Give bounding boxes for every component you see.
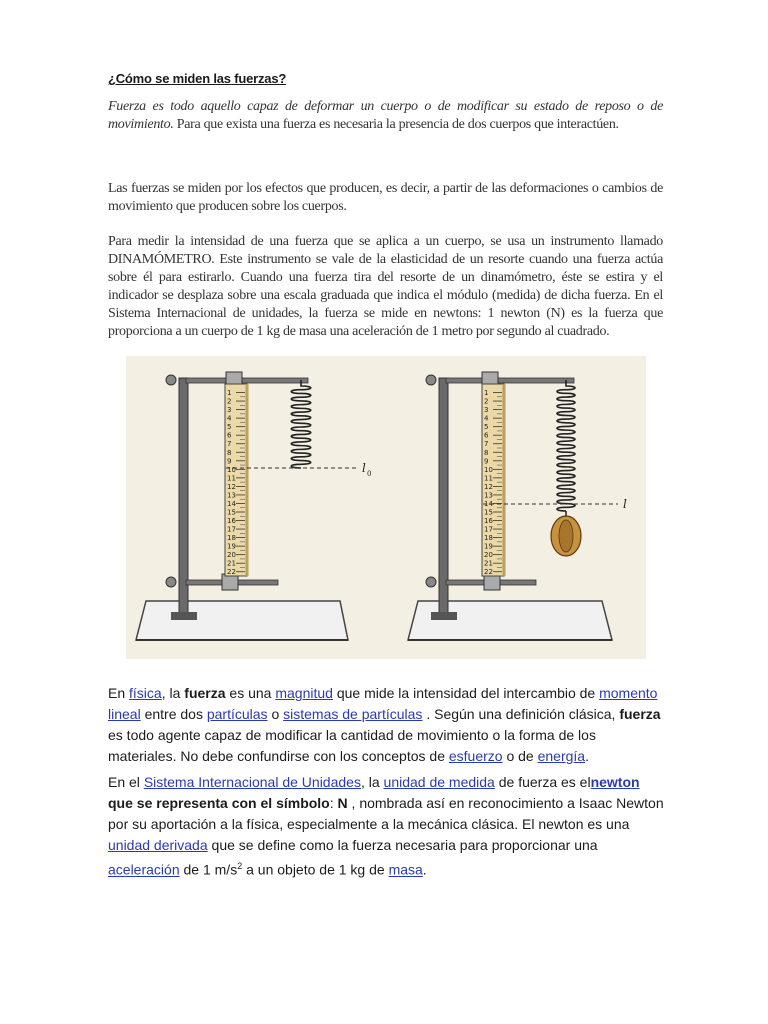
scale-number: 13 bbox=[484, 491, 493, 500]
text: , la bbox=[360, 774, 384, 790]
scale-number: 15 bbox=[484, 508, 493, 517]
link-aceleracion[interactable]: aceleración bbox=[108, 861, 180, 878]
paragraph-fuerza bbox=[108, 683, 668, 767]
link-unidad-de-medida[interactable]: unidad de medida bbox=[383, 774, 495, 790]
scale-number: 2 bbox=[484, 397, 489, 406]
scale-number: 3 bbox=[484, 406, 489, 415]
scale-number: 5 bbox=[227, 423, 232, 432]
dynamometer-drawing bbox=[126, 356, 646, 659]
link-sistemas-de-particulas[interactable]: sistemas de partículas bbox=[283, 706, 423, 722]
link-momento-lineal[interactable]: momento lineal bbox=[108, 685, 658, 722]
link-unidad-derivada[interactable]: unidad derivada bbox=[108, 837, 208, 853]
scale-number: 22 bbox=[484, 568, 493, 577]
scale-number: 18 bbox=[227, 534, 236, 543]
paragraph-measure: Las fuerzas se miden por los efectos que producen, es decir, a partir de las deformaciones o cambios de movimiento que producen sobre los cuerpos. bbox=[108, 181, 663, 214]
scale-number: 18 bbox=[484, 534, 493, 543]
paragraph-newton bbox=[108, 772, 668, 881]
scale-number: 1 bbox=[227, 389, 232, 398]
scale-number: 21 bbox=[484, 559, 493, 568]
scale-number: 7 bbox=[484, 440, 489, 449]
text: En bbox=[108, 685, 130, 701]
text: es una bbox=[225, 685, 276, 701]
link-sistema-internacional[interactable]: Sistema Internacional de Unidades bbox=[143, 774, 361, 790]
scale-number: 8 bbox=[227, 448, 232, 457]
text: o bbox=[267, 706, 284, 722]
scale-number: 8 bbox=[484, 448, 489, 457]
right-stand bbox=[408, 372, 627, 640]
link-energia[interactable]: energía bbox=[537, 748, 586, 764]
text: o de bbox=[502, 748, 538, 764]
text: En el bbox=[108, 774, 144, 790]
scale-number: 16 bbox=[484, 517, 493, 526]
scale-number: 17 bbox=[484, 525, 493, 534]
text: : bbox=[329, 795, 338, 811]
paragraph-dynamometer: Para medir la intensidad de una fuerza que se aplica a un cuerpo, se usa un instrumento llamado DINAMÓMETRO. Este instrumento se vale de la elasticidad de un resorte cuando una fuerza actúa sobre él para estirarlo. Cuando una fuerza tira del resorte de un dinamómetro, éste se estira y el indicador se desplaza sobre una escala graduada que indica el módulo (medida) de dicha fuerza. En el Sistema Internacional de unidades, la fuerza se mide en newtons: 1 newton (N) es la fuerza que proporciona a un cuerpo de 1 kg de masa una aceleración de 1 metro por segundo al cuadrado. bbox=[108, 234, 663, 339]
label-l: l bbox=[623, 497, 627, 511]
scale-number: 7 bbox=[227, 440, 232, 449]
link-newton[interactable]: newton bbox=[590, 774, 640, 790]
scale-number: 15 bbox=[227, 508, 236, 517]
right-top-arm bbox=[446, 378, 574, 383]
left-stand bbox=[136, 372, 371, 640]
scale-number: 17 bbox=[227, 525, 236, 534]
paragraph-definition bbox=[108, 98, 663, 134]
scale-number: 1 bbox=[484, 389, 489, 398]
superscript-2: 2 bbox=[237, 861, 243, 871]
link-fisica[interactable]: física bbox=[129, 685, 162, 701]
scale-number: 9 bbox=[227, 457, 232, 466]
scale-number: 19 bbox=[484, 542, 493, 551]
scale-number: 14 bbox=[484, 499, 493, 508]
left-base bbox=[136, 601, 348, 640]
text: de fuerza es el bbox=[494, 774, 591, 790]
scale-number: 11 bbox=[484, 474, 493, 483]
scale-number: 10 bbox=[227, 465, 236, 474]
bold-fuerza: fuerza bbox=[184, 685, 226, 701]
text: , nombrada así en reconocimiento a Isaac Newton por su aportación a la física, especialmente a la mecánica clásica. El newton es una bbox=[108, 795, 664, 832]
scale-number: 2 bbox=[227, 397, 232, 406]
italic-term: Fuerza bbox=[108, 99, 146, 114]
left-spring bbox=[291, 380, 311, 468]
scale-number: 3 bbox=[227, 406, 232, 415]
section-heading: ¿Cómo se miden las fuerzas? bbox=[108, 71, 287, 86]
scale-number: 6 bbox=[227, 431, 232, 440]
text: a un objeto de 1 kg de bbox=[242, 861, 389, 878]
scale-number: 4 bbox=[484, 414, 489, 423]
scale-number: 20 bbox=[227, 551, 236, 560]
text: que mide la intensidad del intercambio de bbox=[332, 685, 600, 701]
scale-number: 22 bbox=[227, 568, 236, 577]
scale-number: 12 bbox=[484, 482, 493, 491]
bold-simbolo: que se representa con el símbolo bbox=[108, 795, 330, 811]
scale-number: 16 bbox=[227, 517, 236, 526]
scale-number: 14 bbox=[227, 499, 236, 508]
scale-number: 19 bbox=[227, 542, 236, 551]
scale-number: 20 bbox=[484, 551, 493, 560]
left-rod-foot bbox=[171, 612, 197, 620]
scale-number: 12 bbox=[227, 482, 236, 491]
link-magnitud[interactable]: magnitud bbox=[275, 685, 333, 701]
text: que se define como la fuerza necesaria para proporcionar una bbox=[207, 837, 598, 853]
text: . bbox=[585, 748, 589, 764]
left-top-arm bbox=[186, 378, 308, 383]
text: de 1 m/s bbox=[179, 861, 238, 878]
paragraph-text: Para que exista una fuerza es necesaria la presencia de dos cuerpos que interactúen. bbox=[173, 117, 619, 132]
text: es todo agente capaz de modificar la cantidad de movimiento o la forma de los materiales. No debe confundirse con los conceptos de bbox=[108, 727, 596, 764]
link-masa[interactable]: masa bbox=[388, 861, 423, 878]
text: entre dos bbox=[140, 706, 207, 722]
dynamometer-illustration bbox=[126, 356, 646, 659]
scale-number: 9 bbox=[484, 457, 489, 466]
text: , la bbox=[161, 685, 185, 701]
label-l0: l bbox=[362, 461, 366, 475]
scale-number: 4 bbox=[227, 414, 232, 423]
link-esfuerzo[interactable]: esfuerzo bbox=[448, 748, 503, 764]
scale-number: 10 bbox=[484, 465, 493, 474]
scale-number: 13 bbox=[227, 491, 236, 500]
label-l0-subscript: 0 bbox=[367, 470, 372, 478]
scale-number: 21 bbox=[227, 559, 236, 568]
right-spring bbox=[557, 380, 575, 511]
italic-definition: es todo aquello capaz de deformar un cuerpo o de modificar su estado de reposo o de movimiento. bbox=[108, 99, 663, 132]
scale-number: 5 bbox=[484, 423, 489, 432]
text: . Según una definición clásica, bbox=[422, 706, 620, 722]
scale-number: 6 bbox=[484, 431, 489, 440]
bold-fuerza-2: fuerza bbox=[619, 706, 661, 722]
bold-n: N bbox=[337, 795, 348, 811]
scale-number: 11 bbox=[227, 474, 236, 483]
link-particulas[interactable]: partículas bbox=[206, 706, 268, 722]
text: . bbox=[422, 861, 427, 878]
